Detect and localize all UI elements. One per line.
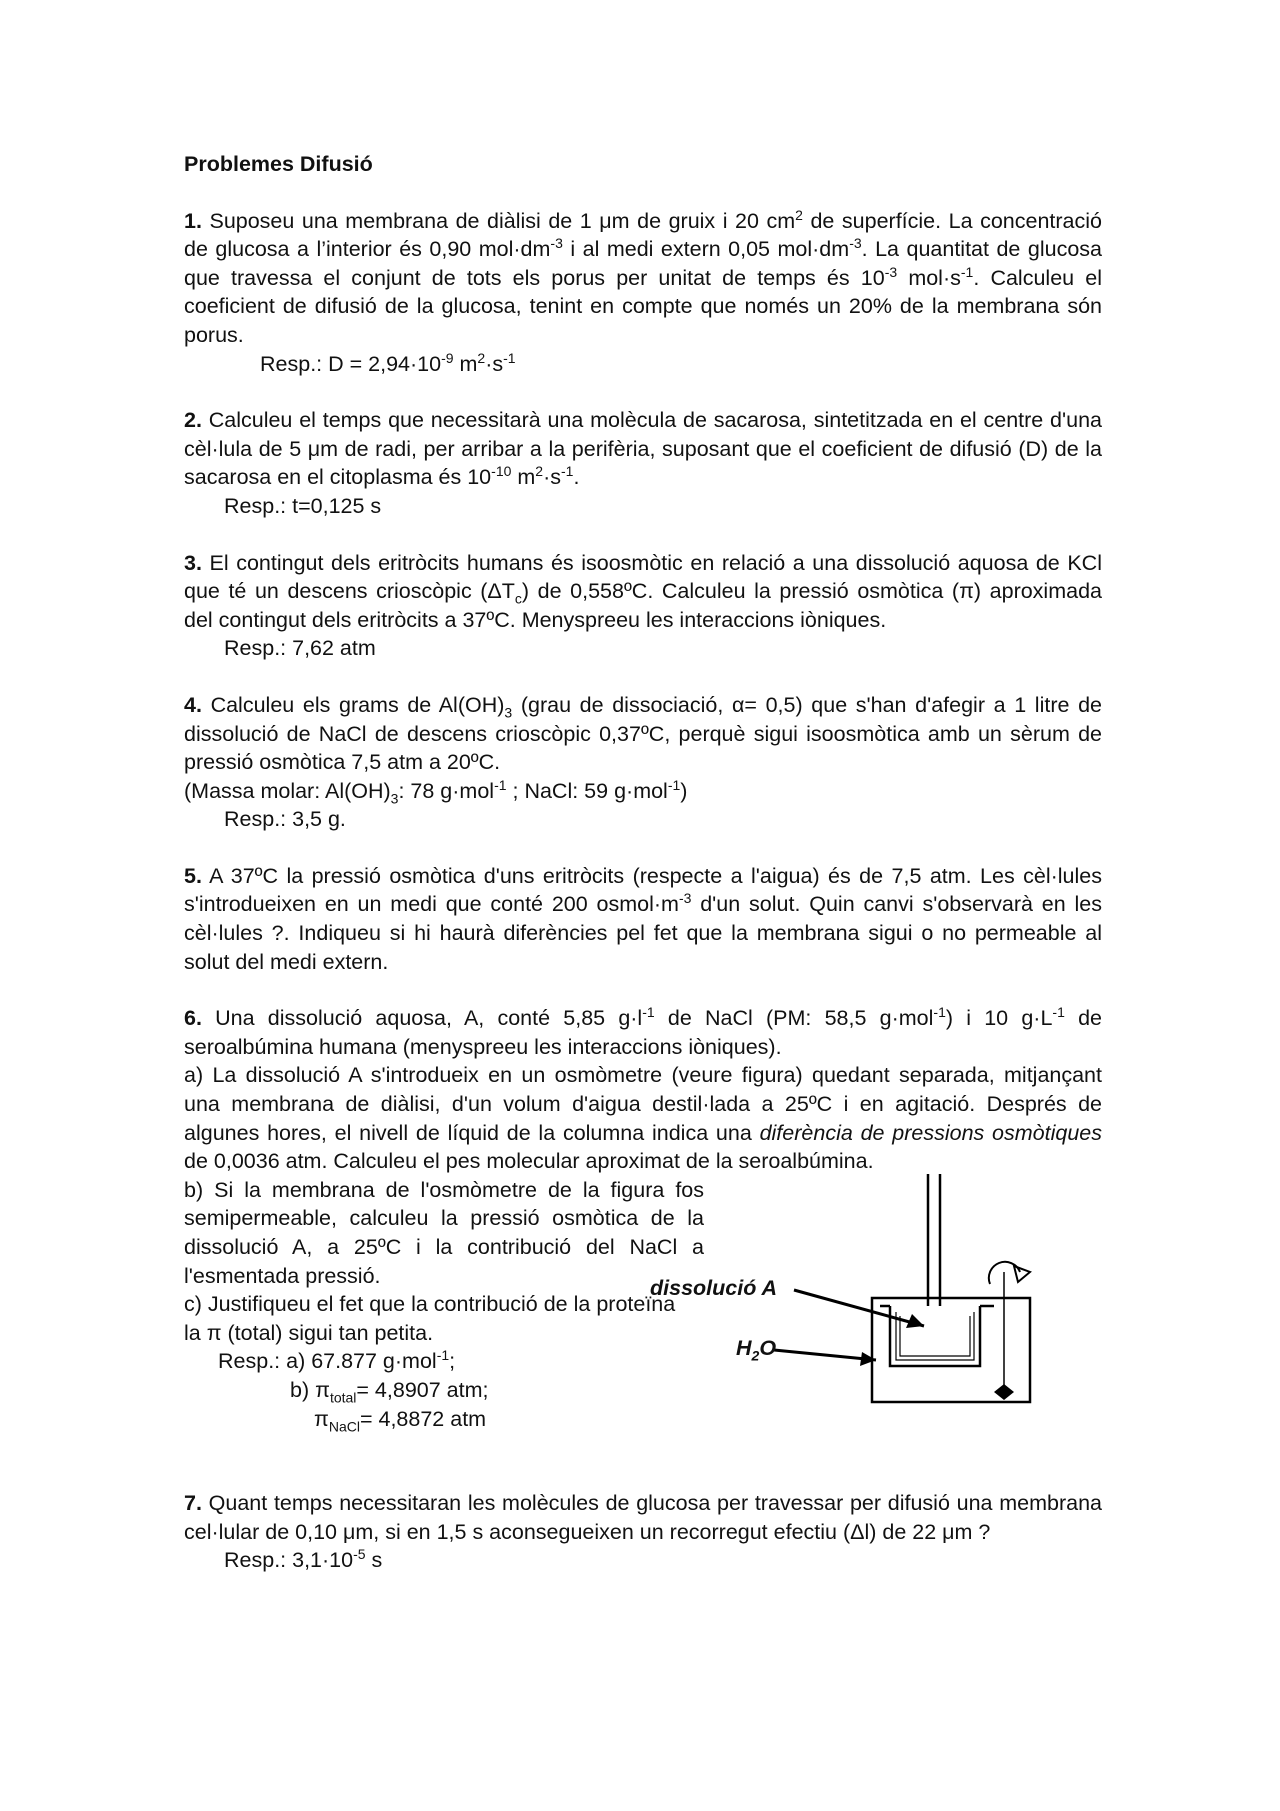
problem-6-part-a: [184, 1061, 1102, 1175]
text: O: [759, 1335, 777, 1360]
problem-7-text: [184, 1489, 1102, 1546]
problem-1-text: [184, 207, 1102, 350]
problem-1: [184, 207, 1102, 379]
text: (Massa molar: Al(OH): [184, 778, 391, 803]
problem-number: 6.: [184, 1006, 202, 1031]
text: Calculeu els grams de Al(OH): [201, 692, 505, 717]
rotation-arrow-head: [1014, 1266, 1030, 1282]
superscript: -5: [353, 1546, 366, 1563]
text: m: [511, 465, 536, 490]
superscript: -3: [849, 235, 862, 252]
problem-4: [184, 691, 1102, 834]
problem-5: [184, 862, 1102, 976]
arrow-h2o: [774, 1350, 876, 1360]
subscript: c: [514, 590, 522, 607]
text: (grau de dissociació, α= 0,5) que s'han d'afegir a 1 litre de dissolució de NaCl de descens crioscòpic 0,37ºC, perquè sigui isoosmòtica amb un sèrum de pressió osmòtica 7,5 atm a 20ºC.: [184, 692, 1102, 775]
page-title: Problemes Difusió: [184, 152, 373, 176]
text: Resp.: 3,1·10: [224, 1548, 354, 1573]
superscript: 2: [477, 349, 486, 366]
text: ;: [449, 1349, 456, 1374]
osmometer-figure: [650, 1174, 1102, 1422]
text: .: [573, 465, 580, 490]
superscript: -1: [436, 1347, 450, 1364]
problem-6: [184, 1004, 1102, 1433]
problem-2: [184, 406, 1102, 520]
membrane-inner-line: [896, 1312, 974, 1360]
text: π: [314, 1406, 329, 1431]
arrow-dissolucio-a: [794, 1290, 924, 1326]
text: b) π: [290, 1377, 330, 1402]
problem-4-text: [184, 691, 1102, 777]
text: de NaCl (PM: 58,5 g·mol: [654, 1006, 934, 1031]
problem-6-part-b: b) Si la membrana de l'osmòmetre de la figura fos semipermeable, calculeu la pressió osmòtica de la dissolució A, a 25ºC i la contribució del NaCl a l'esmentada pressió.: [184, 1177, 704, 1288]
text: ; NaCl: 59 g·mol: [506, 778, 668, 803]
superscript: -1: [960, 263, 974, 280]
problem-6-text: [184, 1004, 1102, 1061]
text: de superfície. La concentració de glucosa a l’interior és 0,90 mol·dm: [184, 208, 1102, 262]
problem-6-answer-a: [184, 1347, 704, 1376]
superscript: -1: [561, 463, 574, 480]
text: A 37ºC la pressió osmòtica d'uns eritròcits (respecte a l'aigua) és de 7,5 atm. Les cèl·lules s'introdueixen en un medi que conté 200 osmol·m: [184, 863, 1102, 917]
superscript: -3: [884, 263, 898, 280]
problem-6-answer-b: [184, 1376, 704, 1405]
superscript: -3: [550, 235, 563, 252]
problem-4-molar-masses: [184, 777, 1102, 806]
text: Quant temps necessitaran les molècules de glucosa per travessar per difusió una membrana cel·lular de 0,10 μm, si en 1,5 s aconsegueixen un recorregut efectiu (Δl) de 22 μm ?: [184, 1491, 1102, 1544]
text: = 4,8872 atm: [359, 1406, 487, 1431]
text: s: [365, 1548, 383, 1573]
stirrer-blade: [994, 1384, 1014, 1400]
problem-3-text: [184, 549, 1102, 635]
emphasis: diferència de pressions osmòtiques: [759, 1120, 1102, 1145]
subscript: NaCl: [328, 1417, 360, 1434]
text: Resp.: D = 2,94·10: [260, 351, 442, 376]
text: Suposeu una membrana de diàlisi de 1 μm de gruix i 20 cm: [201, 208, 796, 233]
problem-5-text: [184, 862, 1102, 976]
problem-number: 3.: [184, 550, 202, 575]
superscript: -1: [494, 776, 507, 793]
text: ): [680, 778, 688, 803]
superscript: -3: [678, 890, 692, 907]
label-dissolucio-a: dissolució A: [650, 1275, 778, 1300]
problem-3-answer: Resp.: 7,62 atm: [224, 636, 376, 661]
subscript: 3: [390, 789, 399, 806]
text: . Calculeu el coeficient de difusió de la glucosa, tenint en compte que només un 20% de la membrana són porus.: [184, 265, 1102, 347]
problem-6-part-c-cont: la π (total) sigui tan petita.: [184, 1320, 434, 1345]
superscript: -9: [441, 349, 454, 366]
text: : 78 g·mol: [398, 778, 495, 803]
text: . La quantitat de glucosa que travessa el conjunt de tots els porus per unitat de temps és 10: [184, 237, 1102, 290]
text: Una dissolució aquosa, A, conté 5,85 g·l: [201, 1006, 643, 1031]
problem-number: 2.: [184, 408, 202, 433]
inner-container: [890, 1306, 980, 1366]
text: El contingut dels eritròcits humans és isoosmòtic en relació a una dissolució aquosa de KCl que té un descens crioscòpic (ΔT: [184, 550, 1102, 604]
superscript: -1: [642, 1004, 655, 1021]
problem-2-answer: Resp.: t=0,125 s: [224, 493, 382, 518]
problem-number: 5.: [184, 863, 202, 888]
label-h2o: [736, 1334, 776, 1363]
text: i al medi extern 0,05 mol·dm: [562, 237, 850, 262]
superscript: -1: [933, 1004, 946, 1021]
problem-number: 1.: [184, 208, 202, 233]
problem-6-lower: [184, 1176, 1102, 1433]
superscript: -1: [667, 776, 681, 793]
problem-number: 4.: [184, 692, 202, 717]
text: Calculeu el temps que necessitarà una molècula de sacarosa, sintetitzada en el centre d'una cèl·lula de 5 μm de radi, per arribar a la perifèria, suposant que el coeficient de difusió (D) de la sacarosa en el citoplasma és 10: [184, 408, 1102, 490]
superscript: 2: [535, 463, 544, 480]
text: de seroalbúmina humana (menyspreeu les interaccions iòniques).: [184, 1006, 1102, 1059]
problem-1-answer: [184, 350, 1102, 379]
subscript: total: [329, 1389, 357, 1406]
problem-6-part-c: c) Justifiqueu el fet que la contribució de la proteïna: [184, 1292, 676, 1317]
arrow-h2o-head: [860, 1352, 876, 1366]
text: H: [736, 1335, 752, 1360]
document-page: [184, 150, 1102, 1603]
text: ) de 0,558ºC. Calculeu la pressió osmòtica (π) aproximada del contingut dels eritròcits a 37ºC. Menyspreeu les interaccions iòniques.: [184, 579, 1102, 632]
problem-7-answer: [184, 1546, 1102, 1575]
problem-2-text: [184, 406, 1102, 492]
text: ·s: [543, 465, 561, 490]
subscript: 3: [504, 704, 513, 721]
text: m: [453, 351, 478, 376]
superscript: -10: [491, 463, 512, 480]
text: mol·s: [897, 265, 961, 290]
text: a) La dissolució A s'introdueix en un osmòmetre (veure figura) quedant separada, mitjançant una membrana de diàlisi, d'un volum d'aigua destil·lada a 25ºC i en agitació. Després de algunes hores, el nivell de líquid de la columna indica una: [184, 1063, 1102, 1145]
problem-number: 7.: [184, 1491, 202, 1516]
text: ·s: [485, 351, 504, 376]
text: d'un solut. Quin canvi s'observarà en les cèl·lules ?. Indiqueu si hi haurà diferències pel fet que la membrana sigui o no permeable al solut del medi extern.: [184, 892, 1102, 974]
superscript: -1: [1052, 1004, 1065, 1021]
problem-7: [184, 1489, 1102, 1575]
problem-6-left-column: [184, 1176, 704, 1433]
superscript: -1: [503, 349, 516, 366]
superscript: 2: [795, 206, 803, 223]
subscript: 2: [751, 1347, 760, 1364]
problem-6-answer-c: [184, 1405, 704, 1434]
text: de 0,0036 atm. Calculeu el pes molecular aproximat de la seroalbúmina.: [184, 1149, 874, 1174]
text: ) i 10 g·L: [945, 1006, 1053, 1031]
problem-4-answer: Resp.: 3,5 g.: [224, 807, 346, 832]
problem-3: [184, 549, 1102, 663]
text: Resp.: a) 67.877 g·mol: [218, 1349, 437, 1374]
text: = 4,8907 atm;: [356, 1377, 489, 1402]
